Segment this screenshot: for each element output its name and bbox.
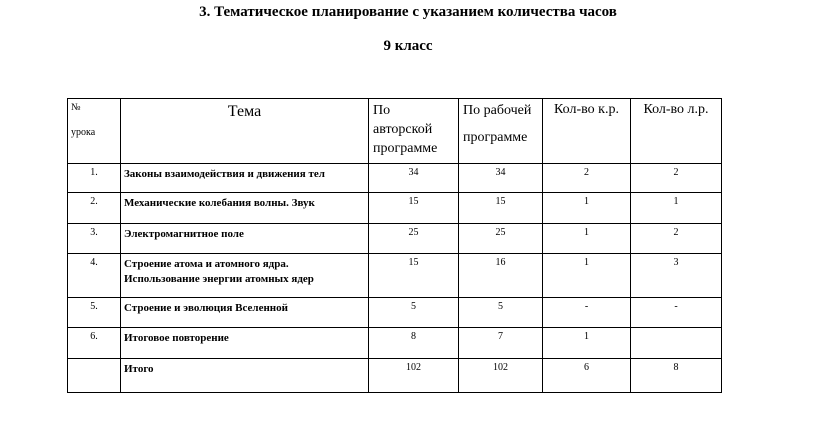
total-work-hours: 102 [459,359,543,393]
row-work-hours: 5 [459,298,543,328]
row-topic: Итоговое повторение [121,328,369,359]
row-labs [631,328,722,359]
row-topic [121,254,369,298]
row-author-hours: 15 [369,193,459,224]
row-number: 5. [68,298,121,328]
row-labs: 2 [631,224,722,254]
header-num-symbol: № [71,102,81,113]
header-topic: Тема [121,99,369,164]
header-work-program: По рабочей программе [459,99,543,164]
total-author-hours: 102 [369,359,459,393]
header-labs-count: Кол-во л.р. [631,99,722,164]
row-work-hours: 16 [459,254,543,298]
row-tests: 1 [543,328,631,359]
total-tests: 6 [543,359,631,393]
row-topic-line: Использование энергии атомных ядер [124,273,314,285]
row-author-hours: 5 [369,298,459,328]
row-work-hours: 25 [459,224,543,254]
table-row [68,193,722,224]
planning-table [67,98,722,393]
table-total-row [68,359,722,393]
document-title: 3. Тематическое планирование с указанием количества часов [199,4,617,20]
row-tests: - [543,298,631,328]
grade-subtitle: 9 класс [383,38,433,54]
table-row [68,254,722,298]
row-tests: 1 [543,254,631,298]
row-author-hours: 25 [369,224,459,254]
table-header-row [68,99,722,164]
row-tests: 1 [543,224,631,254]
row-author-hours: 8 [369,328,459,359]
table-row [68,298,722,328]
row-labs: 3 [631,254,722,298]
row-topic: Механические колебания волны. Звук [121,193,369,224]
total-labs: 8 [631,359,722,393]
header-tests-count: Кол-во к.р. [543,99,631,164]
row-number: 6. [68,328,121,359]
row-labs: - [631,298,722,328]
row-number: 1. [68,164,121,193]
row-work-hours: 34 [459,164,543,193]
row-number: 2. [68,193,121,224]
row-topic: Законы взаимодействия и движения тел [121,164,369,193]
row-labs: 2 [631,164,722,193]
row-tests: 2 [543,164,631,193]
row-author-hours: 15 [369,254,459,298]
row-topic-line: Строение атома и атомного ядра. [124,258,289,270]
row-topic: Строение и эволюция Вселенной [121,298,369,328]
table-row [68,164,722,193]
table-row [68,328,722,359]
table-row [68,224,722,254]
row-topic: Электромагнитное поле [121,224,369,254]
row-number: 4. [68,254,121,298]
header-lesson-number [68,99,121,164]
row-number: 3. [68,224,121,254]
header-num-label: урока [71,127,96,138]
row-author-hours: 34 [369,164,459,193]
header-author-program: По авторской программе [369,99,459,164]
row-labs: 1 [631,193,722,224]
total-label: Итого [121,359,369,393]
row-work-hours: 7 [459,328,543,359]
total-number-empty [68,359,121,393]
row-tests: 1 [543,193,631,224]
row-work-hours: 15 [459,193,543,224]
